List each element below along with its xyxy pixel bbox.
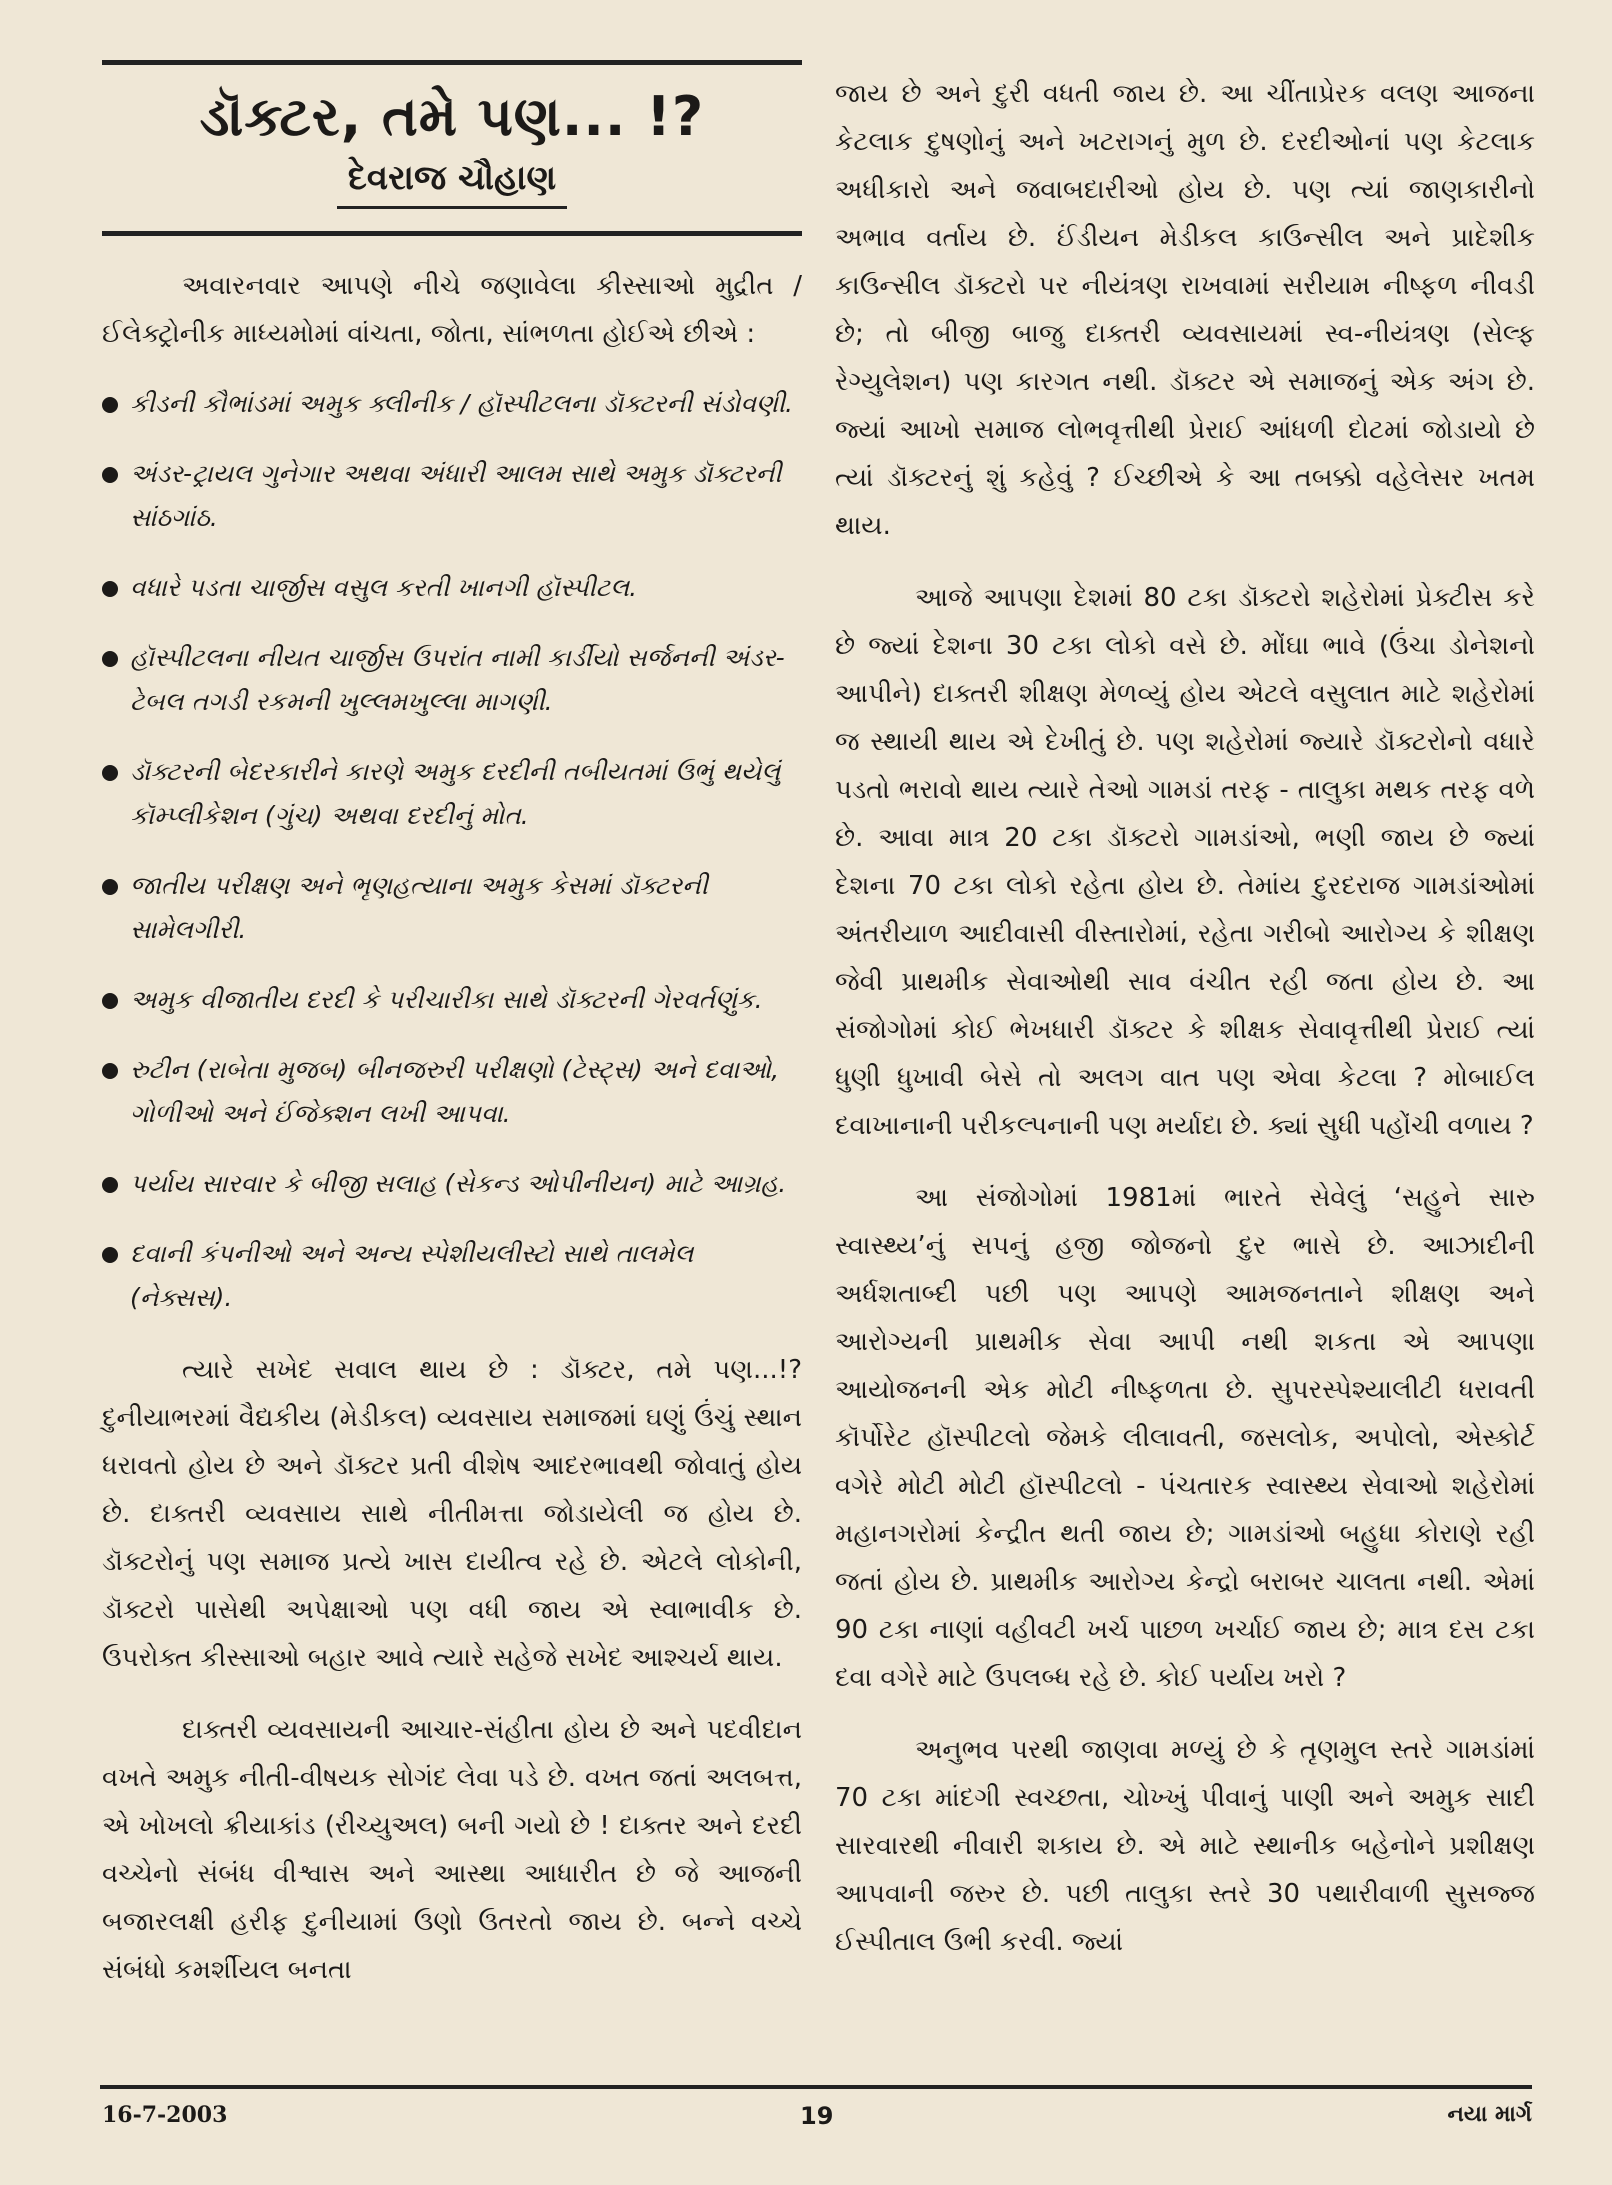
body-paragraph: જાય છે અને દુરી વધતી જાય છે. આ ચીંતાપ્રેરક વલણ આજના કેટલાક દુષણોનું અને ખટરાગનું મુળ છે. દરદીઓનાં પણ કેટલાક અધીકારો અને જવાબદારીઓ હોય છે. પણ ત્યાં જાણકારીનો અભાવ વર્તાય છે. ઈંડીયન મેડીકલ કાઉન્સીલ અને પ્રાદેશીક કાઉન્સીલ ડૉક્ટરો પર નીયંત્રણ રાખવામાં સરીયામ નીષ્ફળ નીવડી છે; તો બીજી બાજુ દાક્તરી વ્યવસાયમાં સ્વ-નીયંત્રણ (સેલ્ફ રેગ્યુલેશન) પણ કારગત નથી. ડૉક્ટર એ સમાજનું એક અંગ છે. જ્યાં આખો સમાજ લોભવૃત્તીથી પ્રેરાઈ આંધળી દોટમાં જોડાયો છે ત્યાં ડૉક્ટરનું શું કહેવું ? ઈચ્છીએ કે આ તબક્કો વહેલેસર ખતમ થાય. — [835, 79, 1535, 541]
body-paragraph: આજે આપણા દેશમાં 80 ટકા ડૉક્ટરો શહેરોમાં પ્રેક્ટીસ કરે છે જ્યાં દેશના 30 ટકા લોકો વસે છે. મોંઘા ભાવે (ઉંચા ડોનેશનો આપીને) દાક્તરી શીક્ષણ મેળવ્યું હોય એટલે વસુલાત માટે શહેરોમાં જ સ્થાયી થાય એ દેખીતું છે. પણ શહેરોમાં જ્યારે ડૉક્ટરોનો વધારે પડતો ભરાવો થાય ત્યારે તેઓ ગામડાં તરફ - તાલુકા મથક તરફ વળે છે. આવા માત્ર 20 ટકા ડૉક્ટરો ગામડાંઓ, ભણી જાય છે જ્યાં દેશના 70 ટકા લોકો રહેતા હોય છે. તેમાંય દુરદરાજ ગામડાંઓમાં અંતરીયાળ આદીવાસી વીસ્તારોમાં, રહેતા ગરીબો આરોગ્ય કે શીક્ષણ જેવી પ્રાથમીક સેવાઓથી સાવ વંચીત રહી જતા હોય છે. આ સંજોગોમાં કોઈ ભેખધારી ડૉક્ટર કે શીક્ષક સેવાવૃત્તીથી પ્રેરાઈ ત્યાં ધુણી ધુખાવી બેસે તો અલગ વાત પણ એવા કેટલા ? મોબાઈલ દવાખાનાની પરીકલ્પનાની પણ મર્યાદા છે. ક્યાં સુધી પહોંચી વળાય ? — [835, 583, 1535, 1141]
bullet-dot — [102, 651, 118, 667]
bullet-dot — [102, 1177, 118, 1193]
bullet-dot — [102, 765, 118, 781]
bullet-dot — [102, 879, 118, 895]
left-column — [102, 60, 802, 2018]
article-author: દેવરાજ ચૌહાણ — [347, 157, 557, 198]
page-number: 19 — [800, 2102, 834, 2130]
list-item: કીડની કૌભાંડમાં અમુક ક્લીનીક / હૉસ્પીટલના ડૉક્ટરની સંડોવણી. — [102, 382, 802, 426]
right-column — [835, 70, 1535, 1990]
bullet-dot — [102, 581, 118, 597]
list-item: વધારે પડતા ચાર્જીસ વસુલ કરતી ખાનગી હૉસ્પીટલ. — [102, 566, 802, 610]
list-item: અમુક વીજાતીય દરદી કે પરીચારીકા સાથે ડૉક્ટરની ગેરવર્તણુંક. — [102, 978, 802, 1022]
bullet-list — [102, 382, 802, 1320]
issue-date: 16-7-2003 — [102, 2102, 228, 2128]
intro-paragraph: અવારનવાર આપણે નીચે જણાવેલા કીસ્સાઓ મુદ્રીત / ઈલેક્ટ્રોનીક માધ્યમોમાં વાંચતા, જોતા, સાંભળતા હોઈએ છીએ : — [102, 270, 802, 349]
article-title: ડૉક્ટર, તમે પણ... !? — [199, 85, 705, 148]
list-item: ડૉક્ટરની બેદરકારીને કારણે અમુક દરદીની તબીયતમાં ઉભું થયેલું કૉમ્પ્લીકેશન (ગુંચ) અથવા દરદીનું મોત. — [102, 750, 802, 838]
bullet-dot — [102, 467, 118, 483]
body-paragraph: દાક્તરી વ્યવસાયની આચાર-સંહીતા હોય છે અને પદવીદાન વખતે અમુક નીતી-વીષયક સોગંદ લેવા પડે છે. વખત જતાં અલબત્ત, એ ખોખલો ક્રીયાકાંડ (રીચ્યુઅલ) બની ગયો છે ! દાક્તર અને દરદી વચ્ચેનો સંબંધ વીશ્વાસ અને આસ્થા આધારીત છે જે આજની બજારલક્ષી હરીફ દુનીયામાં ઉણો ઉતરતો જાય છે. બન્ને વચ્ચે સંબંધો કમર્શીયલ બનતા — [102, 1714, 802, 1985]
footer-rule — [100, 2085, 1532, 2089]
bullet-dot — [102, 993, 118, 1009]
bullet-dot — [102, 397, 118, 413]
body-paragraph: ત્યારે સખેદ સવાલ થાય છે : ડૉક્ટર, તમે પણ...!? દુનીયાભરમાં વૈદ્યકીય (મેડીકલ) વ્યવસાય સમાજમાં ઘણું ઉંચું સ્થાન ધરાવતો હોય છે અને ડૉક્ટર પ્રતી વીશેષ આદરભાવથી જોવાતું હોય છે. દાક્તરી વ્યવસાય સાથે નીતીમત્તા જોડાયેલી જ હોય છે. ડૉક્ટરોનું પણ સમાજ પ્રત્યે ખાસ દાયીત્વ રહે છે. એટલે લોકોની, ડૉક્ટરો પાસેથી અપેક્ષાઓ પણ વધી જાય એ સ્વાભાવીક છે. ઉપરોક્ત કીસ્સાઓ બહાર આવે ત્યારે સહેજે સખેદ આશ્ચર્ય થાય. — [102, 1354, 802, 1673]
list-item: હૉસ્પીટલના નીયત ચાર્જીસ ઉપરાંત નામી કાર્ડીયો સર્જનની અંડર-ટેબલ તગડી રકમની ખુલ્લમખુલ્લા માગણી. — [102, 636, 802, 724]
body-paragraph: આ સંજોગોમાં 1981માં ભારતે સેવેલું ‘સહુને સારુ સ્વાસ્થ્ય’નું સપનું હજી જોજનો દુર ભાસે છે. આઝાદીની અર્ધશતાબ્દી પછી પણ આપણે આમજનતાને શીક્ષણ અને આરોગ્યની પ્રાથમીક સેવા આપી નથી શકતા એ આપણા આયોજનની એક મોટી નીષ્ફળતા છે. સુપરસ્પેશ્યાલીટી ધરાવતી કૉર્પોરેટ હૉસ્પીટલો જેમકે લીલાવતી, જસલોક, અપોલો, એસ્કોર્ટ વગેરે મોટી મોટી હૉસ્પીટલો - પંચતારક સ્વાસ્થ્ય સેવાઓ શહેરોમાં મહાનગરોમાં કેન્દ્રીત થતી જાય છે; ગામડાંઓ બહુધા કોરાણે રહી જતાં હોય છે. પ્રાથમીક આરોગ્ય કેન્દ્રો બરાબર ચાલતા નથી. એમાં 90 ટકા નાણાં વહીવટી ખર્ચ પાછળ ખર્ચાઈ જાય છે; માત્ર દસ ટકા દવા વગેરે માટે ઉપલબ્ધ રહે છે. કોઈ પર્યાય ખરો ? — [835, 1183, 1535, 1693]
title-bottom-rule — [102, 231, 802, 236]
bullet-dot — [102, 1247, 118, 1263]
list-item: અંડર-ટ્રાયલ ગુનેગાર અથવા અંધારી આલમ સાથે અમુક ડૉક્ટરની સાંઠગાંઠ. — [102, 452, 802, 540]
bullet-dot — [102, 1063, 118, 1079]
list-item: પર્યાય સારવાર કે બીજી સલાહ (સેકન્ડ ઓપીનીયન) માટે આગ્રહ. — [102, 1162, 802, 1206]
list-item: દવાની કંપનીઓ અને અન્ય સ્પેશીયલીસ્ટો સાથે તાલમેલ (નેક્સસ). — [102, 1232, 802, 1320]
magazine-name: નયા માર્ગ — [1447, 2102, 1532, 2127]
author-underline — [337, 206, 567, 209]
list-item: રુટીન (રાબેતા મુજબ) બીનજરુરી પરીક્ષણો (ટેસ્ટ્સ) અને દવાઓ, ગોળીઓ અને ઈંજેક્શન લખી આપવા. — [102, 1048, 802, 1136]
title-top-rule — [102, 60, 802, 65]
body-paragraph: અનુભવ પરથી જાણવા મળ્યું છે કે તૃણમુલ સ્તરે ગામડાંમાં 70 ટકા માંદગી સ્વચ્છતા, ચોખ્ખું પીવાનું પાણી અને અમુક સાદી સારવારથી નીવારી શકાય છે. એ માટે સ્થાનીક બહેનોને પ્રશીક્ષણ આપવાની જરુર છે. પછી તાલુકા સ્તરે 30 પથારીવાળી સુસજ્જ ઈસ્પીતાલ ઉભી કરવી. જ્યાં — [835, 1735, 1535, 1957]
list-item: જાતીય પરીક્ષણ અને ભૃણહત્યાના અમુક કેસમાં ડૉક્ટરની સામેલગીરી. — [102, 864, 802, 952]
